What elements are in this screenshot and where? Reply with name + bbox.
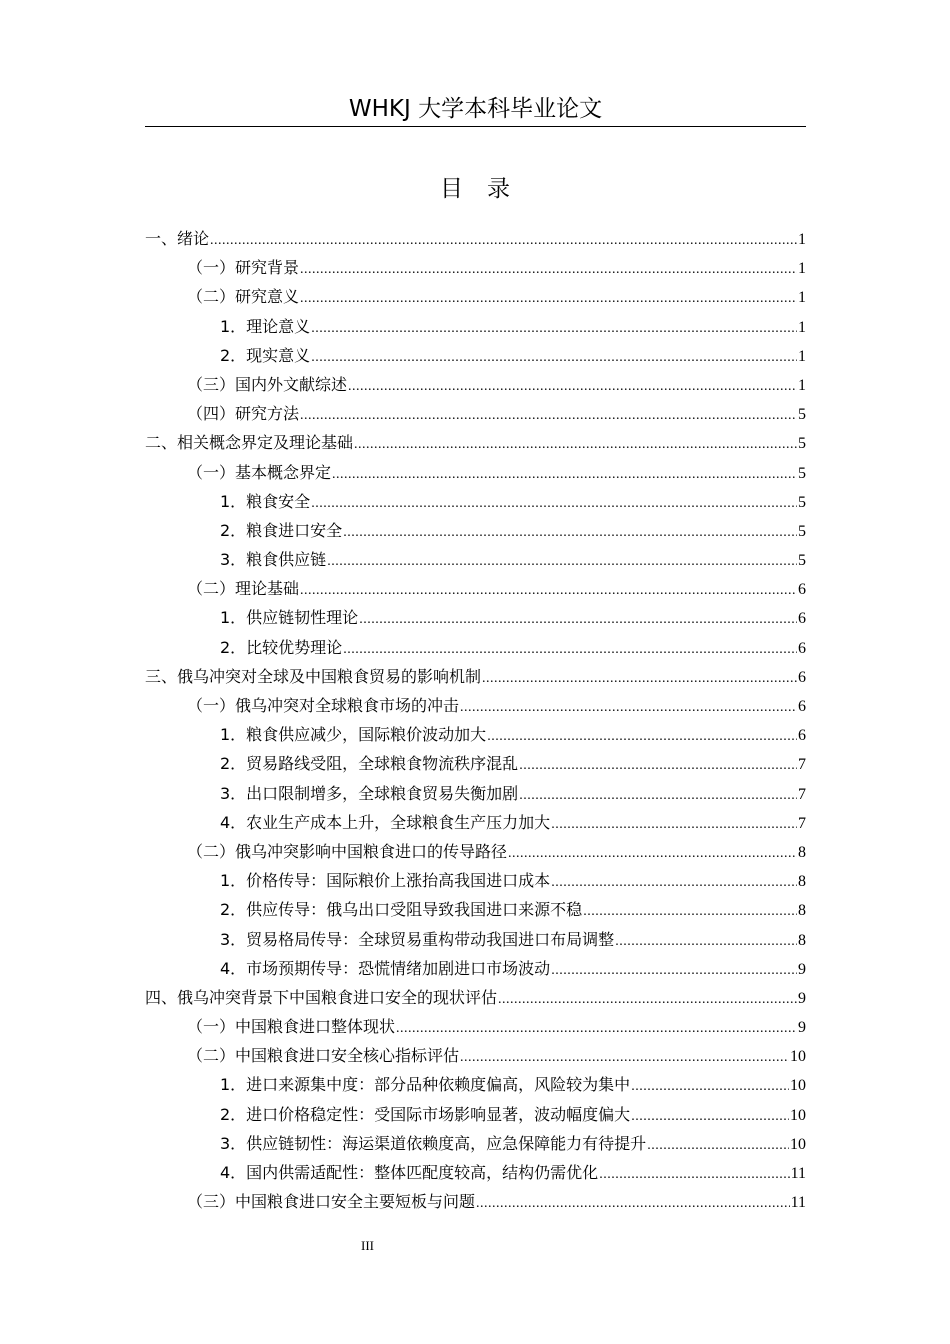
toc-entry-page: 7 — [798, 785, 806, 803]
toc-dot-leader — [354, 430, 797, 459]
toc-entry[interactable] — [145, 1100, 806, 1129]
toc-entry-page: 1 — [798, 231, 806, 248]
toc-entry-label: （一）俄乌冲突对全球粮食市场的冲击 — [187, 696, 460, 715]
toc-heading-text: 目录 — [440, 176, 534, 202]
toc-dot-leader — [359, 605, 797, 634]
toc-entry-page: 7 — [798, 814, 806, 832]
toc-entry-page: 10 — [790, 1106, 806, 1124]
toc-entry-page: 6 — [798, 581, 806, 599]
toc-entry-page: 9 — [798, 989, 806, 1007]
toc-entry-label: 2．现实意义 — [220, 345, 311, 365]
toc-entry[interactable] — [145, 662, 806, 691]
toc-entry[interactable] — [145, 428, 806, 457]
toc-entry-label: 四、俄乌冲突背景下中国粮食进口安全的现状评估 — [145, 987, 498, 1007]
toc-dot-leader — [343, 518, 797, 547]
toc-entry-label: 3．出口限制增多，全球粮食贸易失衡加剧 — [220, 783, 519, 803]
toc-entry[interactable] — [145, 1129, 806, 1158]
toc-dot-leader — [631, 1102, 789, 1131]
toc-entry[interactable] — [145, 1070, 806, 1099]
toc-dot-leader — [300, 401, 797, 430]
toc-dot-leader — [348, 372, 797, 401]
toc-heading — [0, 172, 950, 206]
toc-entry[interactable] — [145, 925, 806, 954]
toc-entry-page: 8 — [798, 873, 806, 891]
toc-entry[interactable] — [145, 1158, 806, 1187]
toc-entry[interactable] — [145, 720, 806, 749]
toc-entry-page: 9 — [798, 960, 806, 978]
toc-entry-page: 6 — [798, 610, 806, 628]
toc-entry[interactable] — [145, 341, 806, 370]
toc-dot-leader — [476, 1189, 790, 1218]
toc-entry[interactable] — [145, 749, 806, 778]
toc-entry[interactable] — [145, 224, 806, 253]
toc-entry-label: 1．粮食供应减少，国际粮价波动加大 — [220, 725, 487, 745]
toc-entry-label: （二）研究意义 — [187, 287, 300, 307]
toc-entry-label: （一）中国粮食进口整体现状 — [187, 1017, 396, 1037]
toc-dot-leader — [460, 1043, 789, 1072]
toc-entry-page: 8 — [798, 931, 806, 949]
toc-entry-page: 10 — [790, 1135, 806, 1153]
toc-entry-page: 11 — [790, 1165, 806, 1182]
toc-entry-label: 二、相关概念界定及理论基础 — [145, 433, 354, 453]
toc-entry-page: 7 — [798, 756, 806, 774]
toc-dot-leader — [327, 547, 797, 576]
toc-entry[interactable] — [145, 370, 806, 399]
toc-dot-leader — [647, 1131, 789, 1160]
toc-entry-label: （四）研究方法 — [187, 404, 300, 424]
toc-entry[interactable] — [145, 574, 806, 603]
toc-entry-label: 3．贸易格局传导：全球贸易重构带动我国进口布局调整 — [220, 929, 615, 949]
toc-dot-leader — [599, 1160, 789, 1189]
toc-entry-label: 一、绪论 — [145, 229, 210, 248]
toc-dot-leader — [551, 956, 797, 985]
toc-entry-page: 5 — [798, 552, 806, 570]
toc-dot-leader — [343, 635, 797, 664]
toc-entry[interactable] — [145, 458, 806, 487]
page-footer — [0, 1236, 735, 1256]
toc-entry-page: 5 — [798, 522, 806, 540]
toc-entry-label: 2．粮食进口安全 — [220, 520, 343, 540]
toc-entry-label: （三）国内外文献综述 — [187, 374, 348, 394]
toc-entry[interactable] — [145, 954, 806, 983]
toc-entry-label: 2．进口价格稳定性：受国际市场影响显著，波动幅度偏大 — [220, 1104, 631, 1124]
toc-entry[interactable] — [145, 1012, 806, 1041]
toc-entry-label: 三、俄乌冲突对全球及中国粮食贸易的影响机制 — [145, 666, 482, 686]
toc-entry-label: 1．进口来源集中度：部分品种依赖度偏高，风险较为集中 — [220, 1075, 631, 1095]
toc-dot-leader — [487, 722, 797, 751]
toc-entry-label: （二）中国粮食进口安全核心指标评估 — [187, 1046, 460, 1066]
toc-dot-leader — [300, 284, 797, 313]
toc-entry-label: （一）基本概念界定 — [187, 462, 332, 482]
toc-entry[interactable] — [145, 516, 806, 545]
toc-entry-label: 3．粮食供应链 — [220, 550, 327, 570]
toc-dot-leader — [460, 693, 797, 722]
header-title: WHKJ 大学本科毕业论文 — [348, 96, 603, 122]
toc-entry-page: 1 — [798, 318, 806, 336]
toc-entry-page: 6 — [798, 698, 806, 715]
toc-entry-label: 2．比较优势理论 — [220, 637, 343, 657]
toc-entry[interactable] — [145, 633, 806, 662]
toc-entry-label: 4．农业生产成本上升，全球粮食生产压力加大 — [220, 812, 551, 832]
toc-dot-leader — [210, 226, 797, 255]
toc-dot-leader — [311, 314, 797, 343]
toc-entry-label: 1．理论意义 — [220, 316, 311, 336]
running-header — [145, 92, 806, 127]
table-of-contents — [145, 224, 806, 1216]
toc-entry[interactable] — [145, 603, 806, 632]
toc-entry[interactable] — [145, 837, 806, 866]
toc-dot-leader — [551, 868, 797, 897]
toc-entry-label: （一）研究背景 — [187, 258, 300, 278]
toc-entry-label: 1．供应链韧性理论 — [220, 608, 359, 628]
toc-entry[interactable] — [145, 691, 806, 720]
toc-entry-page: 1 — [798, 376, 806, 394]
toc-entry[interactable] — [145, 399, 806, 428]
toc-entry-label: 4．国内供需适配性：整体匹配度较高，结构仍需优化 — [220, 1163, 599, 1182]
toc-dot-leader — [519, 751, 797, 780]
toc-entry[interactable] — [145, 1041, 806, 1070]
toc-entry[interactable] — [145, 545, 806, 574]
toc-entry-page: 5 — [798, 435, 806, 453]
toc-entry-label: 2．贸易路线受阻，全球粮食物流秩序混乱 — [220, 754, 519, 774]
toc-entry-page: 8 — [798, 902, 806, 920]
toc-dot-leader — [311, 343, 797, 372]
toc-dot-leader — [332, 460, 797, 489]
toc-entry-page: 10 — [790, 1077, 806, 1095]
toc-entry-page: 1 — [798, 260, 806, 278]
toc-entry[interactable] — [145, 1187, 806, 1216]
toc-entry-label: （二）理论基础 — [187, 579, 300, 599]
toc-entry-page: 5 — [798, 493, 806, 511]
toc-dot-leader — [300, 255, 797, 284]
toc-entry-page: 1 — [798, 347, 806, 365]
toc-dot-leader — [300, 576, 797, 605]
toc-entry[interactable] — [145, 983, 806, 1012]
toc-entry[interactable] — [145, 312, 806, 341]
toc-entry[interactable] — [145, 282, 806, 311]
toc-entry[interactable] — [145, 895, 806, 924]
toc-dot-leader — [631, 1072, 789, 1101]
toc-entry-page: 9 — [798, 1019, 806, 1037]
toc-dot-leader — [615, 927, 797, 956]
toc-entry-page: 11 — [790, 1194, 806, 1212]
toc-entry-label: （二）俄乌冲突影响中国粮食进口的传导路径 — [187, 841, 508, 861]
toc-entry-label: 1．粮食安全 — [220, 491, 311, 511]
toc-entry-label: 3．供应链韧性：海运渠道依赖度高，应急保障能力有待提升 — [220, 1133, 647, 1153]
toc-dot-leader — [498, 985, 797, 1014]
toc-entry-page: 10 — [790, 1048, 806, 1066]
toc-entry-page: 5 — [798, 406, 806, 424]
toc-entry-page: 6 — [798, 668, 806, 686]
toc-entry[interactable] — [145, 253, 806, 282]
toc-entry-label: 2．供应传导：俄乌出口受阻导致我国进口来源不稳 — [220, 900, 583, 920]
toc-dot-leader — [508, 839, 797, 868]
toc-entry[interactable] — [145, 808, 806, 837]
toc-entry[interactable] — [145, 779, 806, 808]
toc-entry-page: 5 — [798, 464, 806, 482]
footer-page-number: III — [361, 1238, 374, 1253]
toc-entry[interactable] — [145, 487, 806, 516]
toc-dot-leader — [311, 489, 797, 518]
toc-entry-page: 6 — [798, 727, 806, 745]
toc-entry-label: （三）中国粮食进口安全主要短板与问题 — [187, 1192, 476, 1212]
toc-entry-page: 8 — [798, 843, 806, 861]
toc-entry-page: 6 — [798, 639, 806, 657]
toc-dot-leader — [583, 897, 797, 926]
toc-entry-page: 1 — [798, 289, 806, 307]
toc-entry[interactable] — [145, 866, 806, 895]
toc-entry-label: 4．市场预期传导：恐慌情绪加剧进口市场波动 — [220, 958, 551, 978]
toc-dot-leader — [396, 1014, 797, 1043]
toc-dot-leader — [519, 781, 797, 810]
toc-dot-leader — [551, 810, 797, 839]
toc-dot-leader — [482, 664, 797, 693]
toc-entry-label: 1．价格传导：国际粮价上涨抬高我国进口成本 — [220, 871, 551, 891]
